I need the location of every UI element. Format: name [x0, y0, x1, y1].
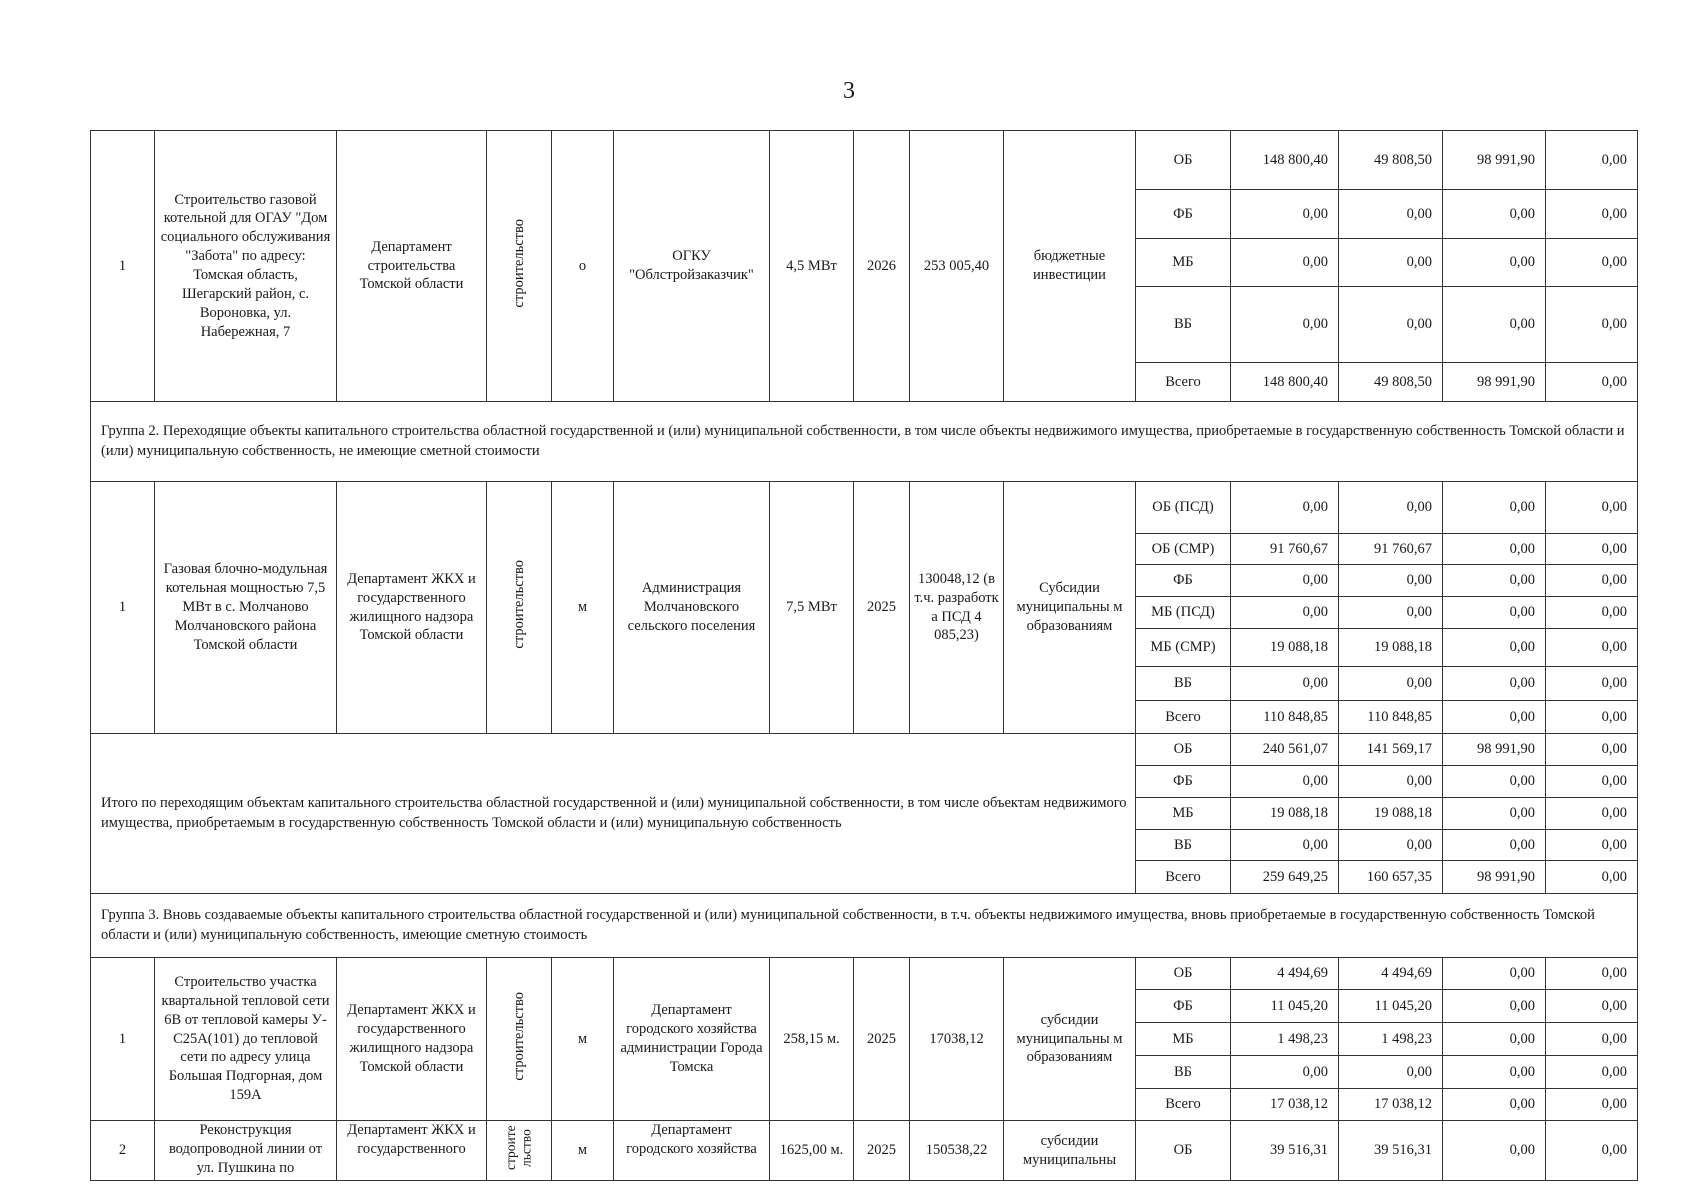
finance-source: МБ — [1136, 1023, 1231, 1056]
finance-year1: 160 657,35 — [1339, 861, 1443, 894]
table-row — [91, 131, 1638, 190]
group-header-row — [91, 402, 1638, 482]
table-row — [91, 958, 1638, 990]
finance-year1: 17 038,12 — [1339, 1089, 1443, 1121]
finance-year1: 0,00 — [1339, 667, 1443, 701]
group-header-row — [91, 894, 1638, 958]
finance-year3: 0,00 — [1546, 958, 1638, 990]
finance-year2: 0,00 — [1443, 830, 1546, 861]
estimated-cost: 130048,12 (в т.ч. разработк а ПСД 4 085,23) — [910, 482, 1004, 734]
finance-year1: 141 569,17 — [1339, 734, 1443, 766]
estimated-cost: 150538,22 — [910, 1121, 1004, 1181]
finance-total: 0,00 — [1231, 667, 1339, 701]
item-index: 1 — [91, 131, 155, 402]
work-type-cell — [487, 131, 552, 402]
finance-source: ОБ — [1136, 131, 1231, 190]
customer: Департамент городского хозяйства — [614, 1121, 770, 1181]
work-type: строительство — [510, 218, 527, 308]
responsible-department: Департамент ЖКХ и государственного — [337, 1121, 487, 1181]
object-name: Газовая блочно-модульная котельная мощностью 7,5 МВт в с. Молчаново Молчановского района Томской области — [155, 482, 337, 734]
finance-year3: 0,00 — [1546, 482, 1638, 534]
finance-source: ОБ (ПСД) — [1136, 482, 1231, 534]
finance-total: 0,00 — [1231, 597, 1339, 629]
finance-total: 19 088,18 — [1231, 629, 1339, 667]
finance-year3: 0,00 — [1546, 734, 1638, 766]
finance-source: ФБ — [1136, 766, 1231, 798]
funding-form: субсидии муниципальны — [1004, 1121, 1136, 1181]
completion-year: 2025 — [854, 1121, 910, 1181]
finance-year2: 0,00 — [1443, 597, 1546, 629]
finance-source: ФБ — [1136, 565, 1231, 597]
work-type: строите льство — [503, 1124, 534, 1170]
finance-source: МБ — [1136, 798, 1231, 830]
finance-total: 11 045,20 — [1231, 990, 1339, 1023]
finance-year3: 0,00 — [1546, 629, 1638, 667]
finance-year1: 39 516,31 — [1339, 1121, 1443, 1181]
finance-year3: 0,00 — [1546, 766, 1638, 798]
finance-year3: 0,00 — [1546, 861, 1638, 894]
finance-total: 4 494,69 — [1231, 958, 1339, 990]
finance-year1: 0,00 — [1339, 766, 1443, 798]
finance-year2: 98 991,90 — [1443, 363, 1546, 402]
work-type: строительство — [510, 991, 527, 1081]
finance-source: МБ (ПСД) — [1136, 597, 1231, 629]
finance-year3: 0,00 — [1546, 1121, 1638, 1181]
finance-year3: 0,00 — [1546, 534, 1638, 565]
finance-source: ОБ — [1136, 734, 1231, 766]
item-index: 1 — [91, 482, 155, 734]
finance-total: 0,00 — [1231, 287, 1339, 363]
finance-source: МБ (СМР) — [1136, 629, 1231, 667]
finance-year2: 0,00 — [1443, 958, 1546, 990]
finance-year2: 0,00 — [1443, 1056, 1546, 1089]
capital-construction-table — [90, 130, 1638, 1181]
finance-year2: 0,00 — [1443, 629, 1546, 667]
finance-year2: 0,00 — [1443, 766, 1546, 798]
completion-year: 2025 — [854, 958, 910, 1121]
totals-row — [91, 734, 1638, 766]
finance-year3: 0,00 — [1546, 239, 1638, 287]
finance-year2: 0,00 — [1443, 239, 1546, 287]
finance-year1: 19 088,18 — [1339, 629, 1443, 667]
finance-year1: 11 045,20 — [1339, 990, 1443, 1023]
finance-year1: 1 498,23 — [1339, 1023, 1443, 1056]
finance-year1: 0,00 — [1339, 1056, 1443, 1089]
finance-total: 0,00 — [1231, 766, 1339, 798]
finance-year1: 0,00 — [1339, 565, 1443, 597]
responsible-department: Департамент ЖКХ и государственного жилищного надзора Томской области — [337, 482, 487, 734]
finance-year3: 0,00 — [1546, 990, 1638, 1023]
customer: ОГКУ "Облстройзаказчик" — [614, 131, 770, 402]
finance-source: ВБ — [1136, 830, 1231, 861]
finance-year1: 0,00 — [1339, 597, 1443, 629]
completion-year: 2026 — [854, 131, 910, 402]
finance-source: ВБ — [1136, 287, 1231, 363]
finance-year3: 0,00 — [1546, 363, 1638, 402]
finance-source: ОБ — [1136, 958, 1231, 990]
work-type-cell — [487, 482, 552, 734]
finance-year3: 0,00 — [1546, 565, 1638, 597]
funding-form: субсидии муниципальны м образованиям — [1004, 958, 1136, 1121]
finance-year2: 0,00 — [1443, 667, 1546, 701]
finance-source: Всего — [1136, 1089, 1231, 1121]
group3-header: Группа 3. Вновь создаваемые объекты капитального строительства областной государственной и (или) муниципальной собственности, в т.ч. объекты недвижимого имущества, вновь приобретаемые в государственную собственность Томской области и (или) муниципальную собственность, имеющие сметную стоимость — [91, 894, 1638, 958]
object-name: Строительство газовой котельной для ОГАУ "Дом социального обслуживания "Забота" по адресу: Томская область, Шегарский район, с. Вороновка, ул. Набережная, 7 — [155, 131, 337, 402]
finance-total: 0,00 — [1231, 830, 1339, 861]
responsible-department: Департамент строительства Томской области — [337, 131, 487, 402]
finance-year3: 0,00 — [1546, 667, 1638, 701]
responsible-department: Департамент ЖКХ и государственного жилищного надзора Томской области — [337, 958, 487, 1121]
finance-year1: 0,00 — [1339, 287, 1443, 363]
finance-total: 17 038,12 — [1231, 1089, 1339, 1121]
finance-year2: 0,00 — [1443, 565, 1546, 597]
finance-total: 0,00 — [1231, 1056, 1339, 1089]
finance-total: 0,00 — [1231, 239, 1339, 287]
capacity: 7,5 МВт — [770, 482, 854, 734]
finance-total: 259 649,25 — [1231, 861, 1339, 894]
finance-source: Всего — [1136, 861, 1231, 894]
finance-source: ФБ — [1136, 190, 1231, 239]
finance-total: 19 088,18 — [1231, 798, 1339, 830]
finance-year3: 0,00 — [1546, 597, 1638, 629]
finance-total: 0,00 — [1231, 482, 1339, 534]
work-type-cell — [487, 958, 552, 1121]
finance-source: МБ — [1136, 239, 1231, 287]
finance-total: 148 800,40 — [1231, 131, 1339, 190]
capacity: 258,15 м. — [770, 958, 854, 1121]
finance-source: ВБ — [1136, 1056, 1231, 1089]
funding-form: Субсидии муниципальны м образованиям — [1004, 482, 1136, 734]
item-index: 2 — [91, 1121, 155, 1181]
finance-source: ФБ — [1136, 990, 1231, 1023]
finance-year2: 0,00 — [1443, 1089, 1546, 1121]
object-name: Строительство участка квартальной тепловой сети 6В от тепловой камеры У-С25А(101) до тепловой сети по адресу улица Большая Подгорная, дом 159А — [155, 958, 337, 1121]
finance-source: ОБ — [1136, 1121, 1231, 1181]
finance-total: 39 516,31 — [1231, 1121, 1339, 1181]
finance-total: 91 760,67 — [1231, 534, 1339, 565]
capacity: 1625,00 м. — [770, 1121, 854, 1181]
finance-year3: 0,00 — [1546, 701, 1638, 734]
customer: Департамент городского хозяйства администрации Города Томска — [614, 958, 770, 1121]
finance-total: 148 800,40 — [1231, 363, 1339, 402]
finance-year2: 98 991,90 — [1443, 131, 1546, 190]
finance-year3: 0,00 — [1546, 131, 1638, 190]
group2-header: Группа 2. Переходящие объекты капитального строительства областной государственной и (или) муниципальной собственности, в том числе объекты недвижимого имущества, приобретаемые в государственную собственность Томской области и (или) муниципальную собственность, не имеющие сметной стоимости — [91, 402, 1638, 482]
finance-year3: 0,00 — [1546, 1089, 1638, 1121]
finance-year3: 0,00 — [1546, 287, 1638, 363]
finance-year1: 91 760,67 — [1339, 534, 1443, 565]
funding-form: бюджетные инвестиции — [1004, 131, 1136, 402]
finance-total: 110 848,85 — [1231, 701, 1339, 734]
group2-totals-label: Итого по переходящим объектам капитального строительства областной государственной и (или) муниципальной собственности, в том числе объектам недвижимого имущества, приобретаемым в государственную собственность Томской области и (или) муниципальную собственность — [91, 734, 1136, 894]
finance-year1: 0,00 — [1339, 239, 1443, 287]
completion-year: 2025 — [854, 482, 910, 734]
finance-year2: 98 991,90 — [1443, 861, 1546, 894]
ownership-type: о — [552, 131, 614, 402]
ownership-type: м — [552, 1121, 614, 1181]
finance-year2: 0,00 — [1443, 1121, 1546, 1181]
finance-year2: 0,00 — [1443, 798, 1546, 830]
finance-year1: 49 808,50 — [1339, 363, 1443, 402]
finance-year1: 0,00 — [1339, 830, 1443, 861]
finance-year2: 0,00 — [1443, 701, 1546, 734]
finance-year1: 0,00 — [1339, 190, 1443, 239]
estimated-cost: 17038,12 — [910, 958, 1004, 1121]
finance-year2: 0,00 — [1443, 482, 1546, 534]
finance-year1: 0,00 — [1339, 482, 1443, 534]
item-index: 1 — [91, 958, 155, 1121]
finance-total: 0,00 — [1231, 190, 1339, 239]
finance-year2: 0,00 — [1443, 1023, 1546, 1056]
finance-year1: 49 808,50 — [1339, 131, 1443, 190]
finance-source: Всего — [1136, 363, 1231, 402]
estimated-cost: 253 005,40 — [910, 131, 1004, 402]
finance-source: ВБ — [1136, 667, 1231, 701]
finance-year3: 0,00 — [1546, 190, 1638, 239]
page-number: 3 — [843, 78, 855, 104]
finance-source: ОБ (СМР) — [1136, 534, 1231, 565]
table-row — [91, 482, 1638, 534]
finance-year2: 0,00 — [1443, 990, 1546, 1023]
finance-year3: 0,00 — [1546, 798, 1638, 830]
ownership-type: м — [552, 482, 614, 734]
capacity: 4,5 МВт — [770, 131, 854, 402]
work-type: строительство — [510, 560, 527, 649]
object-name: Реконструкция водопроводной линии от ул. Пушкина по — [155, 1121, 337, 1181]
finance-source: Всего — [1136, 701, 1231, 734]
work-type-cell — [487, 1121, 552, 1181]
finance-total: 0,00 — [1231, 565, 1339, 597]
finance-year3: 0,00 — [1546, 830, 1638, 861]
finance-year1: 19 088,18 — [1339, 798, 1443, 830]
table-row — [91, 1121, 1638, 1181]
customer: Администрация Молчановского сельского поселения — [614, 482, 770, 734]
finance-total: 1 498,23 — [1231, 1023, 1339, 1056]
ownership-type: м — [552, 958, 614, 1121]
finance-year3: 0,00 — [1546, 1023, 1638, 1056]
finance-year2: 98 991,90 — [1443, 734, 1546, 766]
finance-year1: 4 494,69 — [1339, 958, 1443, 990]
finance-year2: 0,00 — [1443, 190, 1546, 239]
finance-year3: 0,00 — [1546, 1056, 1638, 1089]
finance-year2: 0,00 — [1443, 287, 1546, 363]
finance-year2: 0,00 — [1443, 534, 1546, 565]
finance-year1: 110 848,85 — [1339, 701, 1443, 734]
finance-total: 240 561,07 — [1231, 734, 1339, 766]
